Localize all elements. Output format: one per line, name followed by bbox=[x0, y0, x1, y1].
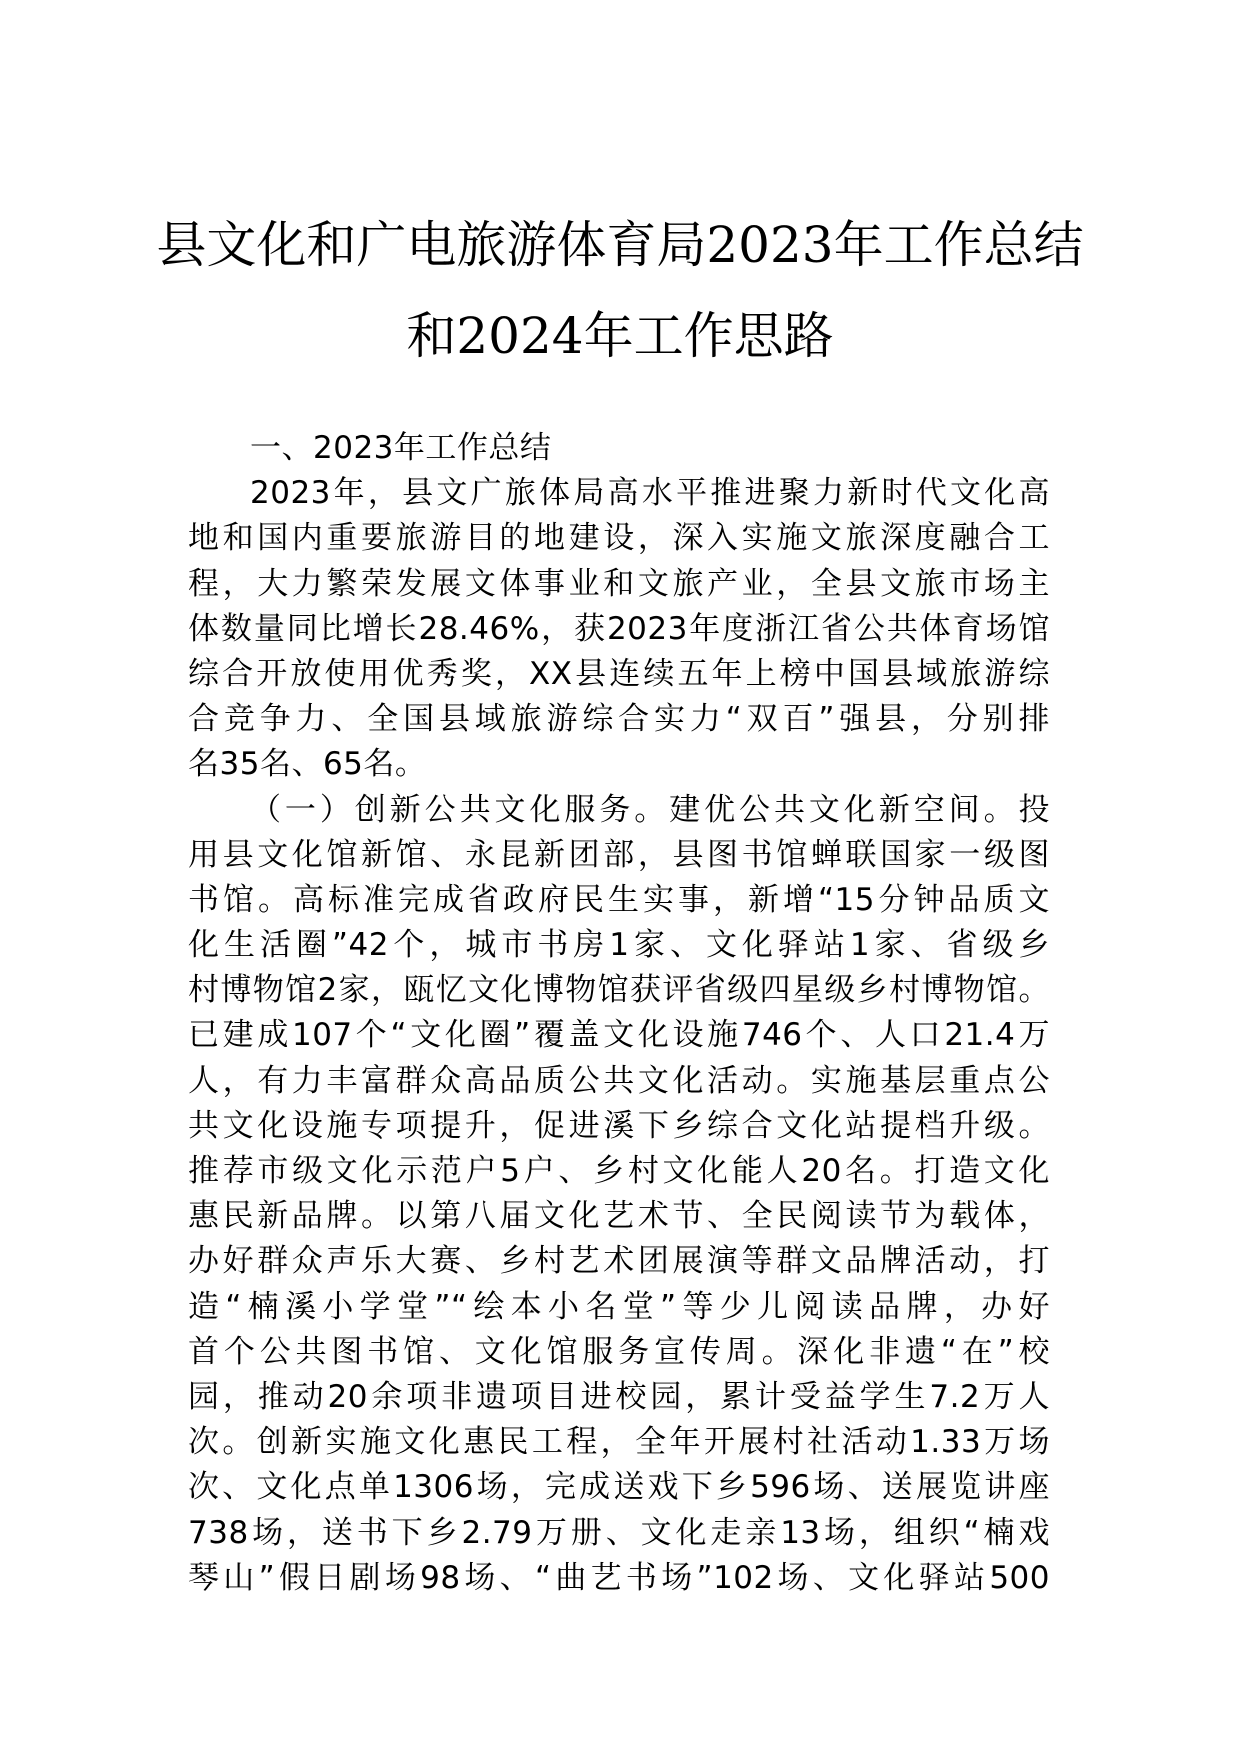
paragraph-line: 村博物馆2家，瓯忆文化博物馆获评省级四星级乡村博物馆。 bbox=[188, 972, 1050, 1009]
paragraph-line: 体数量同比增长28.46%，获2023年度浙江省公共体育场馆 bbox=[188, 610, 1050, 647]
paragraph-line: 书馆。高标准完成省政府民生实事，新增“15分钟品质文 bbox=[188, 881, 1050, 918]
paragraph-line: 化生活圈”42个，城市书房1家、文化驿站1家、省级乡 bbox=[188, 927, 1050, 964]
paragraph-line: 名35名、65名。 bbox=[188, 746, 427, 783]
paragraph-line: 2023年，县文广旅体局高水平推进聚力新时代文化高 bbox=[250, 475, 1050, 512]
paragraph-line: 次。创新实施文化惠民工程，全年开展村社活动1.33万场 bbox=[188, 1424, 1050, 1461]
paragraph-line: 地和国内重要旅游目的地建设，深入实施文旅深度融合工 bbox=[188, 520, 1050, 557]
paragraph-line: 程，大力繁荣发展文体事业和文旅产业，全县文旅市场主 bbox=[188, 565, 1050, 602]
paragraph-line: 综合开放使用优秀奖，XX县连续五年上榜中国县域旅游综 bbox=[188, 655, 1050, 692]
paragraph-line: 首个公共图书馆、文化馆服务宣传周。深化非遗“在”校 bbox=[188, 1333, 1050, 1370]
paragraph-line: 合竞争力、全国县域旅游综合实力“双百”强县，分别排 bbox=[188, 701, 1050, 738]
paragraph-line: 琴山”假日剧场98场、“曲艺书场”102场、文化驿站500 bbox=[188, 1559, 1050, 1596]
paragraph-line: 园，推动20余项非遗项目进校园，累计受益学生7.2万人 bbox=[188, 1378, 1050, 1415]
document-title-line-1: 县文化和广电旅游体育局2023年工作总结 bbox=[156, 216, 1084, 274]
paragraph-line: 738场，送书下乡2.79万册、文化走亲13场，组织“楠戏 bbox=[188, 1514, 1050, 1551]
paragraph-line: 人，有力丰富群众高品质公共文化活动。实施基层重点公 bbox=[188, 1062, 1050, 1099]
paragraph-line: （一）创新公共文化服务。建优公共文化新空间。投 bbox=[250, 791, 1050, 828]
paragraph-line: 惠民新品牌。以第八届文化艺术节、全民阅读节为载体， bbox=[188, 1198, 1050, 1235]
paragraph-line: 推荐市级文化示范户5户、乡村文化能人20名。打造文化 bbox=[188, 1153, 1050, 1189]
paragraph-1 bbox=[188, 471, 1050, 787]
paragraph-line: 用县文化馆新馆、永昆新团部，县图书馆蝉联国家一级图 bbox=[188, 836, 1050, 873]
paragraph-line: 办好群众声乐大赛、乡村艺术团展演等群文品牌活动，打 bbox=[188, 1243, 1050, 1280]
document-body bbox=[188, 426, 1050, 1601]
document-title-line-2: 和2024年工作思路 bbox=[406, 307, 834, 365]
section-heading: 一、2023年工作总结 bbox=[250, 430, 552, 466]
paragraph-line: 造“楠溪小学堂”“绘本小名堂”等少儿阅读品牌，办好 bbox=[188, 1288, 1050, 1325]
paragraph-line: 已建成107个“文化圈”覆盖文化设施746个、人口21.4万 bbox=[188, 1017, 1050, 1054]
paragraph-line: 共文化设施专项提升，促进溪下乡综合文化站提档升级。 bbox=[188, 1107, 1050, 1144]
paragraph-2 bbox=[188, 788, 1050, 1601]
paragraph-line: 次、文化点单1306场，完成送戏下乡596场、送展览讲座 bbox=[188, 1469, 1050, 1506]
